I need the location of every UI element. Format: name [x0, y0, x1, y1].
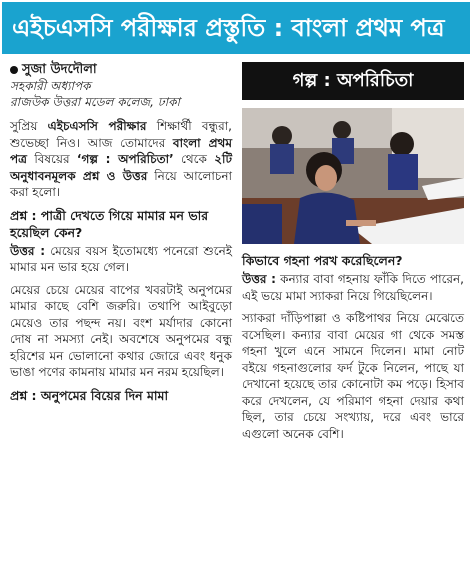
question-2-start: প্রশ্ন : অনুপমের বিয়ের দিন মামা	[10, 387, 169, 403]
author-name	[10, 62, 232, 78]
intro-text: নিয়ে আলোচনা করা হলো।	[10, 168, 232, 199]
right-column	[242, 62, 464, 448]
answer-text: কন্যার বাবা গহনায় ফাঁকি দিতে পারেন, এই ভয়ে মামা স্যাকরা নিয়ে গিয়েছিলেন।	[242, 272, 464, 303]
intro-text: সুপ্রিয়	[10, 119, 48, 133]
intro-bold: এইচএসসি পরীক্ষার	[47, 119, 147, 133]
question-1: প্রশ্ন : পাত্রী দেখতে গিয়ে মামার মন ভার হয়েছিল কেন?	[10, 207, 209, 240]
author-designation: সহকারী অধ্যাপক	[10, 79, 91, 93]
answer-text: মেয়ের বয়স ইতোমধ্যে পনেরো শুনেই মামার মন ভার হয়ে গেল।	[10, 243, 232, 274]
question-2-end: কিভাবে গহনা পরখ করেছিলেন?	[242, 253, 403, 268]
answer-2-paragraph	[242, 271, 464, 304]
answer-label: উত্তর :	[10, 243, 45, 258]
intro-bold: ২টি অনুধাবনমূলক প্রশ্ন ও উত্তর	[10, 152, 232, 183]
intro-text: থেকে	[173, 152, 215, 166]
author-name-text: সুজা উদদৌলা	[22, 62, 97, 77]
page-banner: এইচএসসি পরীক্ষার প্রস্তুতি : বাংলা প্রথম পত্র	[2, 2, 470, 54]
bullet-icon	[10, 66, 18, 74]
intro-bold: বাংলা প্রথম পত্র	[10, 135, 232, 166]
answer-label: উত্তর :	[242, 272, 276, 286]
author-college: রাজউক উত্তরা মডেল কলেজ, ঢাকা	[10, 95, 180, 109]
students-exam-photo	[242, 108, 464, 244]
story-heading: গল্প : অপরিচিতা	[242, 62, 464, 100]
intro-bold: ‘গল্প : অপরিচিতা’	[76, 152, 174, 166]
answer-1-paragraph	[10, 243, 232, 276]
left-column	[10, 62, 232, 406]
answer-2-paragraph: স্যাকরা দাঁড়িপাল্লা ও কষ্টিপাথর নিয়ে মেঝেতে বসেছিল। কন্যার বাবা মেয়ের গা থেকে সমস্ত গহনা খুলে এনে সামনে দিলেন। মামা নোট বইয়ে গহনাগুলোর ফর্দ টুকে নিলেন, পাছে যা দেখানো হয়েছে তার কোনোটা কম পড়ে। হিসাব করে দেখলেন, যে পরিমাণ গহনা দেয়ার কথা ছিল, তার চেয়ে সংখ্যায়, দরে এবং ভারে এগুলো অনেক বেশি।	[242, 311, 464, 441]
intro-paragraph	[10, 118, 232, 201]
intro-text: বিষয়ের	[26, 152, 77, 166]
answer-1-paragraph: মেয়ের চেয়ে মেয়ের বাপের খবরটাই অনুপমের মামার কাছে বেশি জরুরি। তথাপি আইবুড়ো মেয়েও তার পছন্দ নয়। বংশ মর্যাদার কোনো দোষ না সমস্যা নেই। অবশেষে অনুপমের বন্ধু হরিশের মন ভোলানো কথার জোরে এবং ধনুক ভাঙা পণের কামনায় মামার মন নরম হয়েছিল।	[10, 282, 232, 379]
intro-text: শিক্ষার্থী বন্ধুরা, শুভেচ্ছা নিও। আজ তোমাদের	[10, 119, 232, 150]
